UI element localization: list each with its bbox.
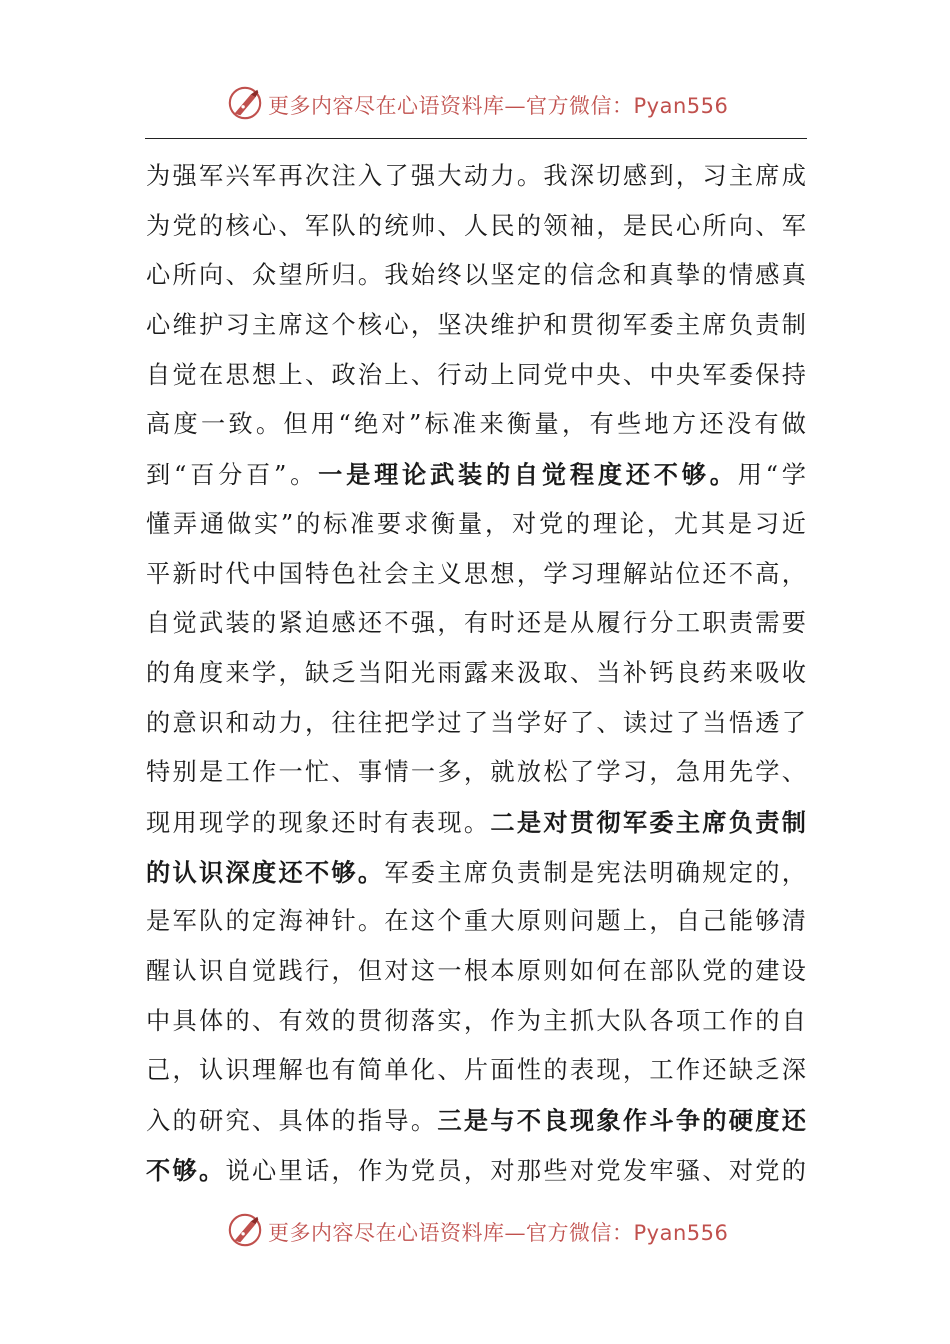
text-line [146,699,806,749]
bold-heading-text: 不够。 [146,1155,226,1185]
body-text-span: 自觉武装的紧迫感还不强，有时还是从履行分工职责需要 [146,609,806,638]
text-line [146,798,806,848]
text-line [146,351,806,401]
bold-heading-text: 的认识深度还不够。 [146,857,385,887]
text-line [146,301,806,351]
body-text-span: 平新时代中国特色社会主义思想，学习理解站位还不高， [146,559,806,588]
body-text-span: 现用现学的现象还时有表现。 [146,808,491,837]
body-text-span: 军委主席负责制是宪法明确规定的， [384,858,806,887]
pen-nib-logo-icon [226,84,264,122]
watermark-text: 更多内容尽在心语资料库—官方微信：Pyan556 [268,1221,729,1245]
text-line [146,202,806,252]
watermark-text: 更多内容尽在心语资料库—官方微信：Pyan556 [268,94,729,118]
text-line [146,500,806,550]
text-line [146,1096,806,1146]
text-line [146,1046,806,1096]
body-text-span: 是军队的定海神针。在这个重大原则问题上，自己能够清 [146,907,806,936]
body-text-span: 用“学 [737,461,806,490]
text-line [146,450,806,500]
body-text-span: 入的研究、具体的指导。 [146,1107,438,1136]
text-line [146,251,806,301]
body-text-span: 懂弄通做实”的标准要求衡量，对党的理论，尤其是习近 [146,509,806,538]
text-line [146,550,806,600]
body-text-span: 的角度来学，缺乏当阳光雨露来汲取、当补钙良药来吸收 [146,658,806,687]
text-line [146,897,806,947]
text-line [146,848,806,898]
footer-watermark [0,1211,950,1251]
text-line [146,947,806,997]
body-text-span: 说心里话，作为党员，对那些对党发牢骚、对党的 [225,1156,806,1185]
header-watermark [0,84,950,124]
text-line [146,997,806,1047]
body-text-span: 高度一致。但用“绝对”标准来衡量，有些地方还没有做 [146,410,806,439]
text-line [146,152,806,202]
text-line [146,599,806,649]
body-text-span: 中具体的、有效的贯彻落实，作为主抓大队各项工作的自 [146,1006,806,1035]
document-body [146,152,806,1195]
body-text-span: 醒认识自觉践行，但对这一根本原则如何在部队党的建设 [146,957,806,985]
header-rule [145,138,807,139]
bold-heading-text: 二是对贯彻军委主席负责制 [490,807,806,837]
body-text-span: 为党的核心、军队的统帅、人民的领袖，是民心所向、军 [146,211,806,240]
body-text-span: 到“百分百”。 [146,461,319,490]
text-line [146,400,806,450]
text-line [146,1146,806,1196]
pen-nib-logo-icon [226,1211,264,1249]
body-text-span: 自觉在思想上、政治上、行动上同党中央、中央军委保持 [146,360,806,389]
body-text-span: 己，认识理解也有简单化、片面性的表现，工作还缺乏深 [146,1056,806,1085]
body-text-span: 为强军兴军再次注入了强大动力。我深切感到，习主席成 [146,162,806,190]
bold-heading-text: 一是理论武装的自觉程度还不够。 [318,460,738,490]
bold-heading-text: 三是与不良现象作斗争的硬度还 [437,1106,806,1136]
body-text-span: 心维护习主席这个核心，坚决维护和贯彻军委主席负责制 [146,311,806,340]
body-text-span: 的意识和动力，往往把学过了当学好了、读过了当悟透了 [146,708,806,737]
text-line [146,649,806,699]
body-text-span: 特别是工作一忙、事情一多，就放松了学习，急用先学、 [146,758,806,787]
text-line [146,748,806,798]
body-text-span: 心所向、众望所归。我始终以坚定的信念和真挚的情感真 [146,261,806,290]
